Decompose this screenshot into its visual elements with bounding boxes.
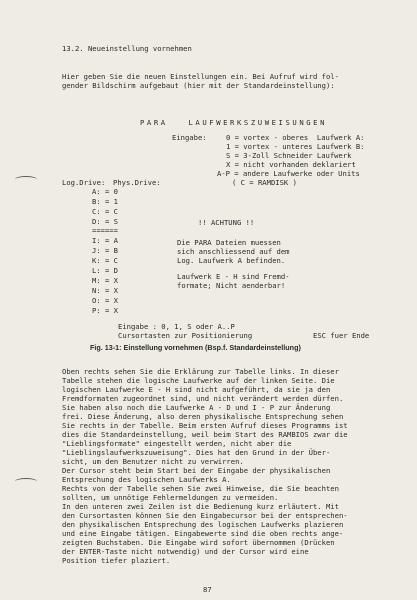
warning-line: Log. Laufwerk A befinden. [177,256,286,265]
eingabe-line: A-P = andere Laufwerke oder Units [217,169,360,178]
eingabe-line: X = nicht vorhanden deklariert [226,160,356,169]
body-line: der ENTER-Taste nicht notwendig) und der Cursor wird eine [62,547,309,556]
page-number: 87 [203,585,212,594]
body-line: "Lieblingsformate" eingestellt werden, nicht aber die [62,439,292,448]
punch-hole-mark [15,478,37,485]
footer-cursor-hint: Cursortasten zur Positionierung [118,331,253,340]
eingabe-line: 1 = vortex - unteres Laufwerk B: [226,142,365,151]
body-line: logischen Laufwerke E - H sind nicht aufgeführt, da sie ja den [62,385,331,394]
warning-line: sich anschliessend auf dem [177,247,290,256]
drive-row: M: = X [92,276,118,285]
section-heading: 13.2. Neueinstellung vornehmen [62,44,192,53]
drive-row: I: = A [92,236,118,245]
screen-title: PARA LAUFWERKSZUWEISUNGEN [140,118,328,127]
drive-row: D: = S [92,217,118,226]
drive-row: C: = C [92,207,118,216]
note-line: Laufwerk E - H sind Fremd- [177,272,290,281]
body-line: Fremdformaten zugeordnet sind, und nicht verändert werden dürfen. [62,394,344,403]
intro-line: gender Bildschirm aufgebaut (hier mit der Standardeinstellung): [62,81,335,90]
eingabe-label: Eingabe: [172,133,207,142]
figure-caption: Fig. 13-1: Einstellung vornehmen (Bsp.f. Standardeinstellung) [90,343,301,352]
eingabe-line: ( C = RAMDISK ) [232,178,297,187]
body-line: Oben rechts sehen Sie die Erklärung zur Tabelle links. In dieser [62,367,339,376]
log-drive-header: Log.Drive: [62,178,106,187]
drive-row: N: = X [92,286,118,295]
note-line: formate; Nicht aenderbar! [177,281,286,290]
body-line: den Cursortasten können Sie den Eingabecursor bei der entsprechen- [62,511,348,520]
body-line: sicht, um den Benutzer nicht zu verwirren. [62,457,244,466]
body-line: Tabelle stehen die logische Laufwerke auf der linken Seite. Die [62,376,335,385]
body-line: In den unteren zwei Zeilen ist die Bedienung kurz erläutert. Mit [62,502,339,511]
footer-input-hint: Eingabe : 0, 1, S oder A..P [118,322,235,331]
eingabe-line: S = 3-Zoll Schneider Laufwerk [226,151,352,160]
body-line: dies die Standardeinstellung, weil beim Start des RAMBIOS zwar die [62,430,348,439]
body-line: und eine Eingabe tätigen. Eingabewerte sind die oben rechts ange- [62,529,344,538]
drive-row: K: = C [92,256,118,265]
body-line: frei. Diese Änderung, also deren physikalische Entsprechung sehen [62,412,344,421]
body-line: Entsprechung des logischen Laufwerks A. [62,475,231,484]
body-line: zeigten Buchstaben. Die Eingabe wird sofort übernommen (Drücken [62,538,335,547]
drive-row: B: = 1 [92,197,118,206]
body-line: Rechts von der Tabelle sehen Sie zwei Hinweise, die Sie beachten [62,484,339,493]
drive-row: O: = X [92,296,118,305]
drive-row: L: = D [92,266,118,275]
eingabe-line: 0 = vortex - oberes Laufwerk A: [226,133,365,142]
body-line: Der Cursor steht beim Start bei der Eingabe der physikalischen [62,466,331,475]
drive-row: A: = 0 [92,187,118,196]
body-line: Sie haben also noch die Laufwerke A - D und I - P zur Änderung [62,403,331,412]
body-line: den physikalischen Entsprechung des logischen Laufwerks plazieren [62,520,344,529]
body-line: "Lieblingslaufwerkszuweisung". Dies hat den Grund in der Über- [62,448,331,457]
body-line: Sie rechts in der Tabelle. Beim ersten Aufruf dieses Programms ist [62,421,348,430]
punch-hole-mark [15,176,37,183]
drive-row: P: = X [92,306,118,315]
warning-line: Die PARA Dateien muessen [177,238,281,247]
body-line: Position tiefer plaziert. [62,556,171,565]
achtung-heading: !! ACHTUNG !! [198,218,255,227]
drive-separator: ====== [92,226,118,235]
body-line: sollten, um unnötige Fehlermeldungen zu vermeiden. [62,493,279,502]
drive-row: J: = B [92,246,118,255]
intro-line: Hier geben Sie die neuen Einstellungen ein. Bei Aufruf wird fol- [62,72,339,81]
footer-esc-hint: ESC fuer Ende [313,331,370,340]
phys-drive-header: Phys.Drive: [113,178,161,187]
